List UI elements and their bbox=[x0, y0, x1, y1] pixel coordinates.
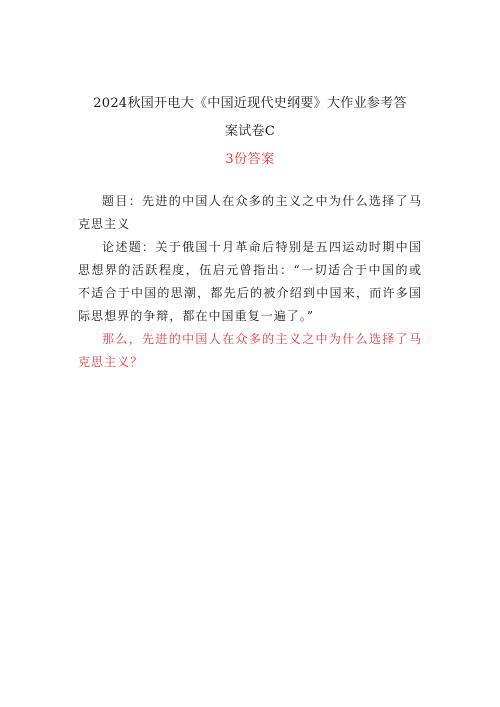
title-block bbox=[50, 90, 450, 174]
document-title-line-2: 案试卷C bbox=[224, 124, 276, 139]
answer-count-subtitle: 3份答案 bbox=[225, 152, 275, 167]
question-paragraph: 题目：先进的中国人在众多的主义之中为什么选择了马克思主义 bbox=[78, 194, 422, 231]
followup-question-paragraph: 那么，先进的中国人在众多的主义之中为什么选择了马克思主义？ bbox=[78, 332, 422, 369]
document-title-line-1: 2024秋国开电大《中国近现代史纲要》大作业参考答 bbox=[93, 96, 407, 111]
document-body bbox=[78, 190, 422, 374]
discussion-paragraph: 论述题：关于俄国十月革命后特别是五四运动时期中国思想界的活跃程度，伍启元曾指出：“一切适合于中国的或不适合于中国的思潮，都先后的被介绍到中国来，而许多国际思想界的争辩，都在中国重复一遍了。” bbox=[78, 240, 422, 323]
